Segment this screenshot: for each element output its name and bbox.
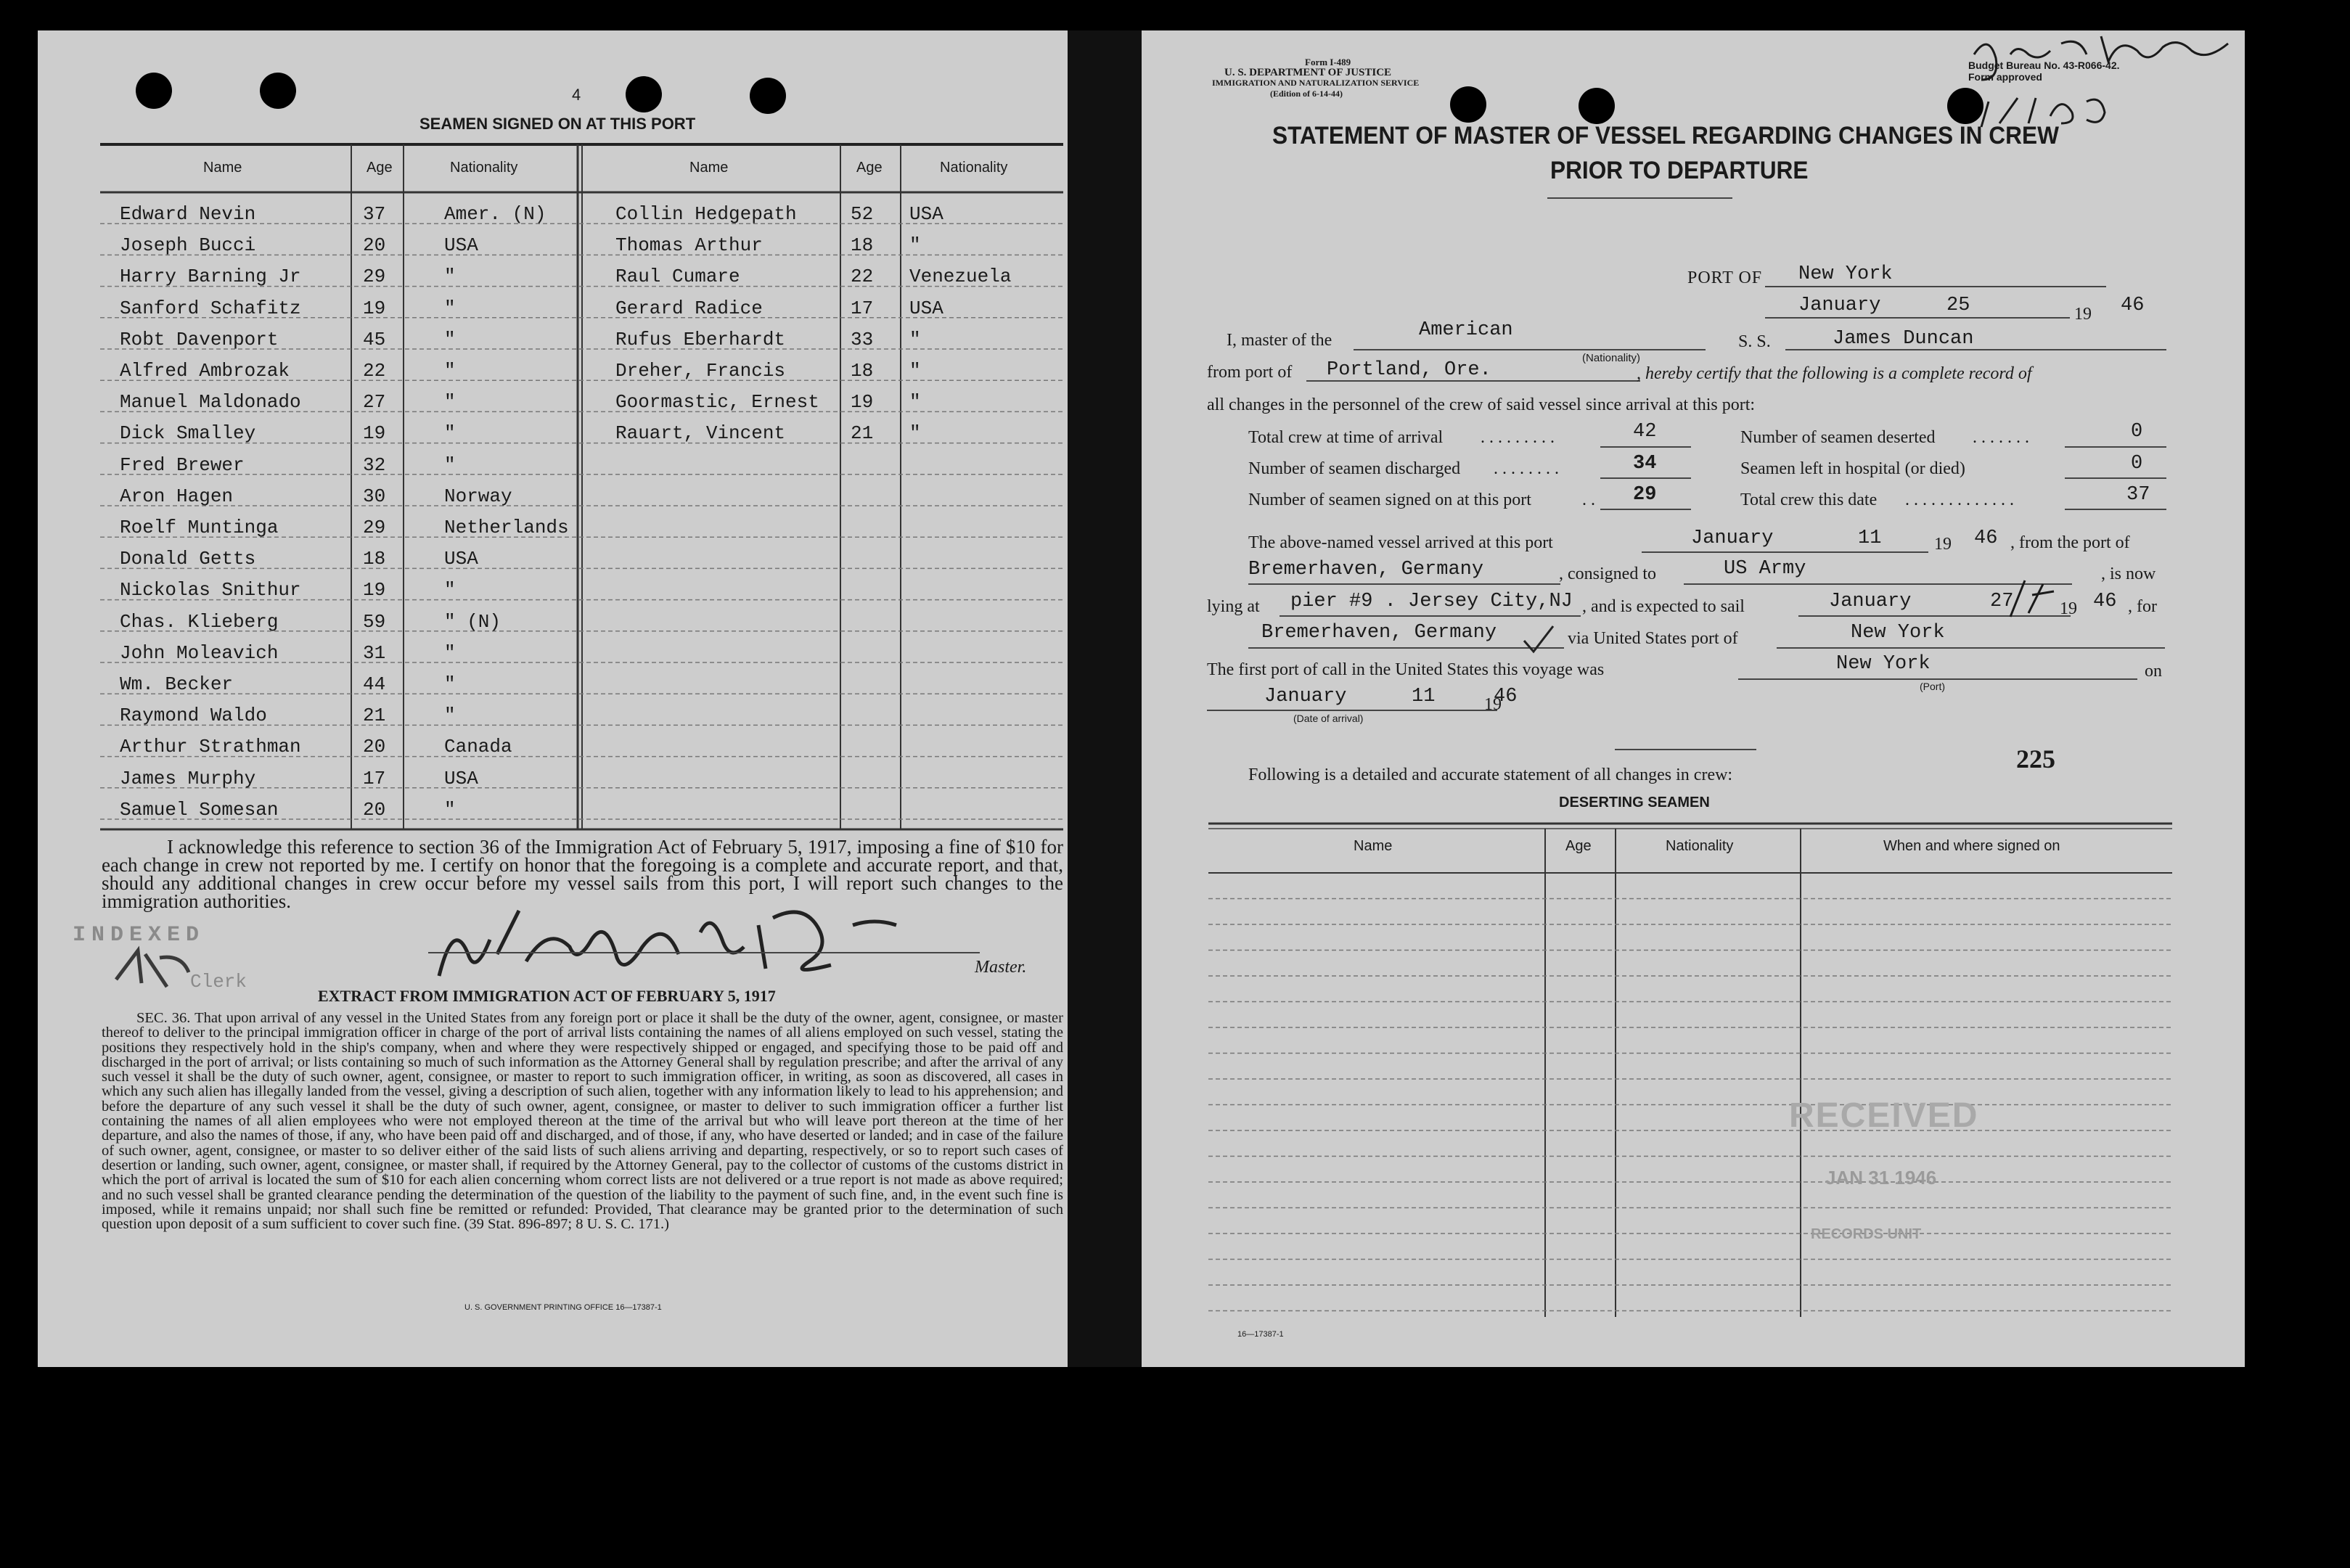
col-header-nationality: Nationality — [940, 160, 1008, 176]
arrived-date-line — [1642, 551, 1928, 553]
stat-signed-on-value: 29 — [1633, 484, 1657, 506]
col-header-name: Name — [689, 160, 729, 176]
arrived-year-prefix: 19 — [1934, 535, 1952, 554]
form-title: STATEMENT OF MASTER OF VESSEL REGARDING CHANGES IN CREW — [1272, 122, 2059, 149]
signed-on-age: 18 — [851, 234, 874, 257]
date-of-arrival-caption: (Date of arrival) — [1293, 713, 1364, 724]
col-header-name: Name — [203, 160, 242, 176]
signed-on-name: Roelf Muntinga — [120, 517, 279, 538]
signed-on-nationality: USA — [909, 203, 943, 225]
signed-on-age: 22 — [851, 266, 874, 288]
signed-on-name: Goormastic, Ernest — [615, 391, 819, 414]
destination: Bremerhaven, Germany — [1261, 622, 1497, 644]
signed-on-nationality: " — [444, 391, 456, 414]
signed-on-age: 20 — [363, 234, 386, 257]
first-port-line — [1738, 678, 2137, 680]
signed-on-age: 32 — [363, 453, 386, 476]
signed-on-nationality: " — [444, 641, 456, 664]
title-underline — [1547, 197, 1732, 199]
checkmark — [1520, 623, 1557, 655]
certify-text: , hereby certify that the following is a complete record of — [1637, 364, 2032, 383]
signed-on-age: 45 — [363, 328, 386, 350]
stat-deserted-value: 0 — [2131, 421, 2143, 443]
signed-on-name: Nickolas Snithur — [120, 579, 301, 602]
signed-on-age: 17 — [851, 297, 874, 319]
stat-hospital-label: Seamen left in hospital (or died) — [1740, 459, 1965, 478]
signed-on-name: Donald Getts — [120, 548, 256, 570]
signed-on-nationality: " — [909, 422, 921, 445]
first-date-month: January — [1264, 686, 1347, 707]
sail-day: 27 — [1990, 591, 2014, 612]
arrived-year: 46 — [1974, 528, 1998, 549]
stat-total-crew-date-label: Total crew this date — [1740, 490, 1878, 509]
signed-on-age: 20 — [363, 798, 386, 821]
sail-date-correction — [2003, 573, 2061, 624]
form-subtitle: PRIOR TO DEPARTURE — [1550, 157, 1809, 184]
signed-on-age: 21 — [363, 705, 386, 727]
signed-on-name: Robt Davenport — [120, 328, 279, 350]
signed-on-nationality: " — [909, 391, 921, 414]
stat-line — [1600, 446, 1691, 448]
consigned-label: , consigned to — [1559, 565, 1656, 583]
arrived-day: 11 — [1858, 528, 1882, 549]
signed-on-nationality: Canada — [444, 736, 512, 758]
deserting-col-age: Age — [1565, 838, 1592, 854]
handwritten-date: 1/11/46 — [2279, 1531, 2282, 1532]
signed-on-age: 21 — [851, 422, 874, 445]
col-header-nationality: Nationality — [450, 160, 518, 176]
signed-on-age: 22 — [363, 360, 386, 382]
signed-on-nationality: Amer. (N) — [444, 203, 546, 225]
received-stamp: RECEIVED — [1789, 1096, 1979, 1135]
dot-leader: ........ — [1494, 459, 1563, 478]
first-date-line — [1207, 710, 1497, 711]
port-label: PORT OF — [1687, 268, 1763, 287]
consigned-value: US Army — [1724, 558, 1806, 580]
signed-on-age: 27 — [363, 391, 386, 414]
signed-on-name: John Moleavich — [120, 641, 279, 664]
signed-on-nationality: Netherlands — [444, 517, 569, 538]
signed-on-name: Alfred Ambrozak — [120, 360, 290, 382]
first-date-year: 46 — [1494, 686, 1518, 707]
section-title: SEAMEN SIGNED ON AT THIS PORT — [419, 115, 696, 133]
signed-on-age: 20 — [363, 736, 386, 758]
master-signature-line — [428, 952, 980, 953]
arrived-label: The above-named vessel arrived at this port — [1248, 533, 1553, 552]
signed-on-name: Dreher, Francis — [615, 360, 786, 382]
signed-on-name: Arthur Strathman — [120, 736, 301, 758]
sail-year-prefix: 19 — [2060, 599, 2077, 618]
signed-on-name: Fred Brewer — [120, 453, 245, 476]
port-value: New York — [1798, 263, 1893, 285]
stat-discharged-value: 34 — [1633, 453, 1657, 475]
signed-on-nationality: " — [909, 360, 921, 382]
arrived-month: January — [1691, 528, 1774, 549]
signed-on-name: Wm. Becker — [120, 673, 234, 695]
indexed-stamp: INDEXED — [73, 923, 205, 948]
signed-on-name: Samuel Somesan — [120, 798, 279, 821]
deserting-col-name: Name — [1354, 838, 1393, 854]
footer-code: 16—17387-1 — [1237, 1330, 1284, 1339]
signed-on-nationality: " (N) — [444, 610, 501, 633]
stat-total-crew-arrival-label: Total crew at time of arrival — [1248, 428, 1444, 447]
stat-line — [1600, 477, 1691, 479]
signed-on-name: Raul Cumare — [615, 266, 740, 288]
signed-on-age: 18 — [363, 548, 386, 570]
destination-line — [1248, 647, 1564, 649]
stamp-number: 225 — [2016, 744, 2055, 773]
signed-on-nationality: USA — [909, 297, 943, 319]
port-line — [1765, 286, 2106, 287]
master-label: Master. — [975, 958, 1027, 977]
signed-on-nationality: " — [909, 234, 921, 257]
punch-hole — [1579, 88, 1615, 124]
signed-on-name: Raymond Waldo — [120, 705, 267, 727]
dot-leader: ....... — [1973, 428, 2034, 447]
via-line — [1777, 647, 2165, 649]
ship-name: James Duncan — [1833, 328, 1974, 350]
signed-on-age: 19 — [363, 579, 386, 602]
clerk-initial-scrawl — [109, 943, 203, 994]
signed-on-name: Manuel Maldonado — [120, 391, 301, 414]
stat-signed-on-label: Number of seamen signed on at this port — [1248, 490, 1531, 509]
following-text: Following is a detailed and accurate statement of all changes in crew: — [1248, 765, 1733, 784]
first-date-day: 11 — [1412, 686, 1436, 707]
from-the-port-of: , from the port of — [2010, 533, 2130, 552]
changes-text: all changes in the personnel of the crew of said vessel since arrival at this port: — [1207, 395, 1756, 414]
separator-line — [1615, 749, 1756, 750]
signed-on-name: Thomas Arthur — [615, 234, 763, 257]
deserting-col-nationality: Nationality — [1666, 838, 1734, 854]
signed-on-age: 19 — [851, 391, 874, 414]
lying-at-line — [1280, 615, 1581, 617]
stat-line — [2065, 509, 2166, 510]
stat-line — [1600, 509, 1691, 510]
signed-on-name: Joseph Bucci — [120, 234, 256, 257]
signed-on-nationality: USA — [444, 234, 478, 257]
master-of-label: I, master of the — [1227, 331, 1332, 350]
signed-on-nationality: " — [909, 328, 921, 350]
stat-total-crew-arrival-value: 42 — [1633, 421, 1657, 443]
edition: (Edition of 6-14-44) — [1270, 89, 1343, 99]
nationality-caption: (Nationality) — [1582, 352, 1641, 364]
is-now: , is now — [2101, 565, 2156, 583]
signed-on-nationality: " — [444, 798, 456, 821]
stat-hospital-value: 0 — [2131, 453, 2143, 475]
date-year: 46 — [2121, 295, 2145, 316]
signed-on-name: Rufus Eberhardt — [615, 328, 786, 350]
date-month: January — [1798, 295, 1881, 316]
signed-on-name: Dick Smalley — [120, 422, 256, 445]
signed-on-age: 17 — [363, 767, 386, 789]
signed-on-nationality: " — [444, 579, 456, 602]
form-approved: Form approved — [1968, 71, 2042, 83]
stat-line — [2065, 446, 2166, 448]
page-number: 4 — [572, 86, 581, 104]
signed-on-nationality: USA — [444, 767, 478, 789]
signed-on-nationality: USA — [444, 548, 478, 570]
signed-on-nationality: " — [444, 360, 456, 382]
expected-label: , and is expected to sail — [1582, 597, 1745, 616]
date-year-prefix: 19 — [2074, 305, 2092, 324]
stat-total-crew-date-value: 37 — [2126, 484, 2150, 506]
department: U. S. DEPARTMENT OF JUSTICE — [1224, 67, 1392, 78]
sail-month: January — [1829, 591, 1912, 612]
received-date: JAN 31 1946 — [1825, 1167, 1937, 1189]
signed-on-age: 30 — [363, 485, 386, 507]
punch-hole — [1450, 86, 1486, 123]
dot-leader: .. — [1582, 490, 1600, 509]
signed-on-name: Chas. Klieberg — [120, 610, 279, 633]
signed-on-age: 37 — [363, 203, 386, 225]
signed-on-name: Sanford Schafitz — [120, 297, 301, 319]
deserting-table-grid — [1142, 816, 2245, 1324]
from-port-value: Portland, Ore. — [1327, 359, 1491, 381]
service: IMMIGRATION AND NATURALIZATION SERVICE — [1212, 78, 1420, 88]
from-port-label: from port of — [1207, 363, 1293, 382]
records-unit: RECORDS UNIT — [1811, 1226, 1922, 1242]
budget-bureau: Budget Bureau No. 43-R066-42. — [1968, 59, 2120, 71]
on-label: on — [2145, 662, 2162, 681]
date-day: 25 — [1946, 295, 1970, 316]
acknowledgement-text: I acknowledge this reference to section 36 of the Immigration Act of February 5, 1917, imposing a fine of $10 for each change in crew not reported by me. I certify on honor that the foregoing is a complete and accurate report, and that, should any additional changes in crew occur before my vessel sails from this port, I will report such changes to the immigration authorities. — [102, 836, 1063, 912]
stat-discharged-label: Number of seamen discharged — [1248, 459, 1461, 478]
signed-on-name: James Murphy — [120, 767, 256, 789]
signed-on-age: 19 — [363, 297, 386, 319]
first-date-year-prefix: 19 — [1484, 695, 1502, 714]
page-gutter — [1068, 30, 1142, 1367]
signed-on-name: Edward Nevin — [120, 203, 256, 225]
extract-text: SEC. 36. That upon arrival of any vessel in the United States from any foreign port or place it shall be the duty of the owner, agent, consignee, or master thereof to deliver to the principal immigration officer in charge of the port of arrival lists containing the names of all aliens employed on such vessel, stating the positions they respectively hold in the ship's company, when and where they were respectively shipped or engaged, and specifying those to be paid off and discharged in the port of arrival; or lists containing so much of such information as the Attorney General shall by regulation prescribe; and after the arrival of any such vessel it shall be the duty of such owner, agent, consignee, or master to report to such immigration officer, in writing, as soon as discovered, all cases in which any such alien has illegally landed from the vessel, giving a description of such alien, together with any information likely to lead to his apprehension; and before the departure of any such vessel it shall be the duty of such owner, agent, consignee, or master to deliver to such immigration officer a further list containing the names of all alien employees who were not employed thereon at the time of the arrival but who will leave port thereon at the time of her departure, and also the names of those, if any, who have been paid off and discharged, and of those, if any, who have deserted or landed; and in case of the failure of such owner, agent, consignee, or master to so deliver either of the said lists of such aliens arriving and departing, respectively, or so to report such cases of desertion or landing, such owner, agent, consignee, or master shall, if required by the Attorney General, pay to the collector of customs of the customs district in which the port of arrival is located the sum of $10 for each alien concerning whom correct lists are not delivered or a true report is not made as above required; and no such vessel shall be granted clearance pending the determination of the question of the liability to the payment of such fine, and, in the event such fine is imposed, while it remains unpaid; nor shall such fine be remitted or refunded: Provided, That clearance may be granted prior to the determination of such question upon deposit of a sum sufficient to cover such fine. (39 Stat. 896-897; 8 U. S. C. 171.) — [102, 1010, 1063, 1233]
signed-on-age: 29 — [363, 517, 386, 538]
dot-leader: ......... — [1481, 428, 1559, 447]
signed-on-nationality: " — [444, 673, 456, 695]
signed-on-name: Harry Barning Jr — [120, 266, 301, 288]
signed-on-nationality: " — [444, 266, 456, 288]
first-port-label: The first port of call in the United States this voyage was — [1207, 660, 1605, 679]
dot-leader: ............. — [1905, 490, 2018, 509]
extract-title: EXTRACT FROM IMMIGRATION ACT OF FEBRUARY 5, 1917 — [318, 987, 776, 1005]
deserting-title: DESERTING SEAMEN — [1559, 795, 1710, 810]
signed-on-age: 33 — [851, 328, 874, 350]
for-label: , for — [2128, 597, 2157, 616]
nationality-value: American — [1419, 319, 1513, 341]
signed-on-age: 31 — [363, 641, 386, 664]
signed-on-name: Collin Hedgepath — [615, 203, 797, 225]
signed-on-age: 52 — [851, 203, 874, 225]
via-label: via United States port of — [1568, 629, 1738, 648]
stat-line — [2065, 477, 2166, 479]
nationality-line — [1354, 349, 1706, 350]
arrived-from: Bremerhaven, Germany — [1248, 559, 1484, 580]
signed-on-name: Gerard Radice — [615, 297, 763, 319]
printing-office: U. S. GOVERNMENT PRINTING OFFICE 16—17387-1 — [464, 1303, 662, 1312]
stat-deserted-label: Number of seamen deserted — [1740, 428, 1936, 447]
deserting-col-when-where: When and where signed on — [1883, 838, 2060, 854]
signed-on-nationality: " — [444, 297, 456, 319]
via-value: New York — [1851, 622, 1945, 644]
signed-on-nationality: Venezuela — [909, 266, 1012, 288]
signed-on-nationality: Norway — [444, 485, 512, 507]
signed-on-age: 29 — [363, 266, 386, 288]
master-signature — [425, 896, 947, 990]
col-header-age: Age — [856, 160, 883, 176]
signed-on-nationality: " — [444, 705, 456, 727]
signed-on-age: 59 — [363, 610, 386, 633]
ss-label: S. S. — [1738, 332, 1771, 351]
signed-on-age: 18 — [851, 360, 874, 382]
col-header-age: Age — [367, 160, 393, 176]
signed-on-name: Rauart, Vincent — [615, 422, 786, 445]
arrived-from-line — [1248, 583, 1560, 585]
first-port-value: New York — [1836, 653, 1931, 675]
signed-on-name: Aron Hagen — [120, 485, 234, 507]
signed-on-age: 44 — [363, 673, 386, 695]
first-port-caption: (Port) — [1920, 681, 1945, 692]
signed-on-nationality: " — [444, 328, 456, 350]
signed-on-age: 19 — [363, 422, 386, 445]
form-number: Form I-489 — [1305, 57, 1351, 67]
handwritten-name-and-date — [1960, 29, 2243, 131]
sail-year: 46 — [2093, 591, 2117, 612]
signed-on-nationality: " — [444, 422, 456, 445]
clerk-stamp: Clerk — [190, 971, 247, 993]
lying-at-value: pier #9 . Jersey City,NJ — [1290, 591, 1573, 612]
date-line — [1765, 317, 2070, 319]
lying-at-label: lying at — [1207, 597, 1260, 616]
signed-on-nationality: " — [444, 453, 456, 476]
